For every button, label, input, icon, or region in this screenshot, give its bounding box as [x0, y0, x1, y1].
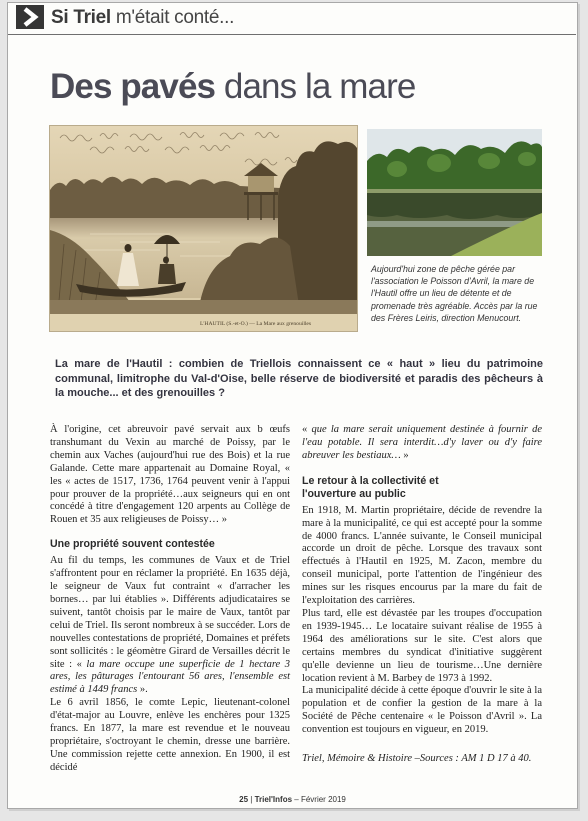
text-span: ». — [137, 684, 148, 696]
paragraph-1918: En 1918, M. Martin propriétaire, décide de revendre la mare à la municipalité, ce qui est accepté pour la somme de 4000 francs. L'année suivante, le Conseil municipal accorde un droit de pêche. Lorsque des travaux sont effectués à l'Hautil en 1925, M. Zacon, membre du conseil municipal, porte l'attention de l'ingénieur des mines sur les risques encourus par la mare du fait de l'exploitation des carrières. — [302, 504, 542, 607]
body-column-right — [302, 424, 542, 766]
paragraph-auction: Le 6 avril 1856, le comte Lepic, lieutenant-colonel d'état-major au Louvre, enlève les enchères pour 1325 francs. En 1877, la mare est revendue et le nouveau propriétaire, s'octroyant le chemin, dresse une barrière. Une commission rejette cette annexion. En 1900, il est décidé — [50, 697, 290, 773]
article-title — [50, 66, 415, 108]
section-title-bold: Si Triel — [51, 7, 111, 28]
issue-date: – Février 2019 — [294, 795, 346, 804]
article-title-rest: dans la mare — [223, 67, 416, 106]
paragraph-municipality: La municipalité décide à cette époque d'ouvrir le site à la population et de confier la gestion de la mare à la Société de Pêche centenaire « le Poisson d'Avril ». La convention est toujours en vigueur, en 2019. — [302, 685, 542, 736]
section-title-rest: m'était conté... — [115, 7, 235, 28]
text-span: « — [302, 424, 312, 435]
foreground-bank — [50, 300, 357, 314]
section-title — [51, 4, 234, 32]
footer-separator: | — [250, 795, 253, 804]
paragraph-occupation: Plus tard, elle est dévastée par les troupes d'occupation en 1939-1945… Le locataire suivant réalise de 1955 à 1964 des améliorations sur le site. C'est alors que certains membres du syndicat d'initiative suggèrent qu'elle devienne un lieu de tourisme…Une dernière location revient à M. Barbey de 1973 à 1992. — [302, 607, 542, 684]
page-footer — [7, 795, 578, 805]
paragraph-origin: À l'origine, cet abreuvoir pavé servait aux b œufs transhumant du Vexin au marché de Poissy, par le chemin aux Vaches (aujourd'hui rue des Bois) et la rue Galande. Cette mare appartenait au Domaine Royal, « les « actes de 1517, 1736, 1764 peuvent venir à l'appui pour prouver de la propriété…aux seigneurs qui en ont concédé à titre d'engagement 120 arpents au Collège de Rouen et 35 aux religieuses de Poissy… » — [50, 424, 290, 526]
publication-name: Triel'Infos — [254, 795, 293, 804]
subheading-contested-ownership: Une propriété souvent contestée — [50, 538, 215, 551]
header-chevron-box — [16, 5, 44, 29]
subheading-return-to-public: Le retour à la collectivité et l'ouverture au public — [302, 474, 439, 500]
chevron-right-icon — [16, 5, 44, 29]
tree-reflection — [367, 193, 542, 219]
far-shore — [367, 189, 542, 193]
pond-photo — [367, 129, 542, 256]
photo-caption: Aujourd'hui zone de pêche gérée par l'association le Poisson d'Avril, la mare de l'Hautil offre un lieu de détente et de promenade très agréable. Accès par la rue des Frères Leiris, direction Menucourt. — [371, 264, 538, 323]
header-divider — [8, 34, 576, 35]
postcard-photo — [50, 126, 357, 331]
text-span: Au fil du temps, les communes de Vaux et de Triel s'affrontent pour en réclamer la propriété. En 1635 déjà, le seigneur de Vaux fut contraint « d'arracher les bornes… par lui établies ». Différents adjudicataires se suivent, tantôt choisis par le maire de Vaux, tantôt par celui de Triel. Ils seront nombreux à se succéder. Lors de nouvelles contestations de propriété, Domaines et préfets sont sollicités : le géomètre Girard de Versailles décrit le site : « — [50, 555, 290, 670]
postcard-caption: L'HAUTIL (S.-et-O.) — La Mare aux grenouilles — [200, 321, 312, 327]
body-column-left — [50, 424, 290, 775]
quoted-italic-span: la mare occupe une superficie de 1 hectare 3 ares, les pâturages l'entourant 56 ares, l'ensemble est estimé à 1449 francs — [50, 658, 290, 696]
text-span: » — [400, 449, 409, 461]
article-title-bold: Des pavés — [50, 67, 216, 106]
page-number: 25 — [239, 795, 249, 804]
paragraph-contestations — [50, 555, 290, 697]
paragraph-quote — [302, 424, 542, 463]
lead-paragraph: La mare de l'Hautil : combien de Triellois connaissent ce « haut » lieu du patrimoine communal, limitrophe du Val-d'Oise, belle réserve de biodiversité et paradis des pêcheurs à la mouche... et des grenouilles ? — [55, 358, 543, 400]
quoted-italic-span: que la mare serait uniquement destinée à fournir de l'eau potable. Il sera interdit…d'y laver ou d'y faire abreuver les bestiaux… — [302, 424, 543, 461]
sources-credit: Triel, Mémoire & Histoire –Sources : AM 1 D 17 à 40. — [302, 753, 532, 765]
